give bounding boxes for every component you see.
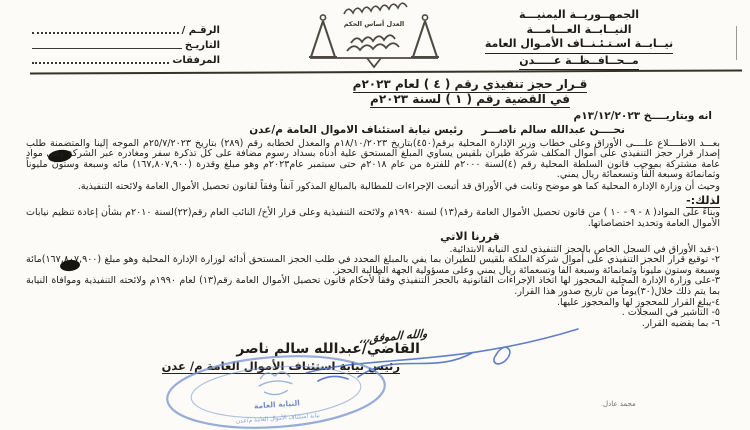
decision-item-6: ٦- بما يقضيه القرار. xyxy=(641,317,720,329)
emblem-motto: العدل أساس الحكم xyxy=(343,20,405,28)
issuer-role: رئيس نيابة استئناف الاموال العامة م/عدن xyxy=(249,123,464,136)
decision-item-5: ٥- التأشير في السجلات . xyxy=(621,307,720,319)
decision-items-heading: قررنا الاتي xyxy=(440,230,500,244)
decision-item-4: ٤-يبلغ القرار للمحجوز لها والمحجوز عليها. xyxy=(557,296,720,308)
decision-title xyxy=(280,77,660,107)
decision-item-2: ٢- توقيع قرار الحجز التنفيذي على أموال شركة الملكة بلقيس للطيران بما يفي بالمبلغ المحدد في طلب الحجز المستحق أدائه لوزارة الإدارة المحلية وهو مبلغ (١٦٧,٨٠٧,٩٠٠)مائة وسبعة وستون مليوناً وثمانمائة وسبعة آلفا وتسعمائة ريال يمني وعلى مسؤولية الجهة الطالبة الحجز. xyxy=(26,254,720,276)
closing-blessing: والله الموفق،،، xyxy=(358,326,429,347)
clerk-name: محمد عادل xyxy=(603,400,636,408)
stamp-text-sub: نيابة استئناف الأموال العامة م/عدن xyxy=(235,413,320,425)
therefore-heading: لذلك:- xyxy=(686,193,720,207)
number-field xyxy=(32,22,220,36)
stamp-text-main: النيابة العامة xyxy=(253,398,301,411)
legal-basis-paragraph: وبناءً على المواد( ٨ - ٩ - ١٠ ) من قانون تحصيل الأموال العامة رقم(١٣) لسنة ١٩٩٠م ولائحته التنفيذية وعلى قرار الأخ/ النائب العام رقم(٢٢)لسنة ٢٠١٠م بشأن إعادة تنظيم نيابات الأموال العامة وتحديد اختصاصاتها. xyxy=(26,206,721,229)
issuer-line xyxy=(26,125,625,137)
date-field xyxy=(32,37,220,51)
number-label: الرقـم / xyxy=(181,25,220,36)
department-name: نيــابــة اسـتـئـنــاف الأمـوال العامة xyxy=(485,37,673,54)
country-name: الجمهــوريــة اليمنيـــة xyxy=(518,8,640,21)
dotted-leader xyxy=(32,54,169,64)
preamble-paragraph-2: وحيث أن وزارة الإدارة المحلية كما هو موضح وثابت في الأوراق قد أتبعت الإجراءات للمطالبة بالمبالغ المذكور آنفاً وفقاً لقانون تحصيل الأموال العامة ولائحته التنفيذية. xyxy=(77,181,720,192)
dotted-leader xyxy=(32,24,179,34)
preamble-paragraph-1: بعـــد الاطــــلاع علــــى الأوراق وعلى خطاب وزير الإدارة المحلية برقم(٤٥٠)بتاريخ ١٨/١٠/٢٠٢٣م والمعدل لخطابه رقم (٢٨٩) بتاريخ ٢٥/٧/٢٠٢٣م الموجه إلينا والمتضمنة طلب إصدار قرار حجز التنفيذي على أموال المكلف شركة طيران بلقيس يساوي المبلغ المستحق علية أدناه بسداد رسوم مضافة على كل تذكرة سفر ومغادره عبر الشركة وهي مواد عامة مشتركة بموجب قانون السلطة المحلية رقم (٤)لسنة ٢٠٠٠م للفترة من عام ٢٠١٨م حتى سبتمبر عام٢٠٢٣م وهو مبلغ وقدرة (١٦٧,٨٠٧,٩٠٠) مائه وسبعة وستون مليوناً وثمانمائة وسبعة آلفاً وتسعمائة ريال يمني. xyxy=(26,137,721,181)
attachments-field xyxy=(32,52,220,66)
date-label: التاريـخ xyxy=(184,40,220,51)
governorate-name: مــحــافــظــة عـــــدن xyxy=(519,54,638,71)
decision-title-line2: في القضية رقم ( ١ ) لسنة ٢٠٢٣م xyxy=(370,92,570,106)
document-body xyxy=(26,77,720,330)
decision-item-1: ١-قيد الأوراق في السجل الخاص بالحجز التنفيذي لدى النيابة الابتدائية. xyxy=(449,243,720,255)
judge-name: القاضي/عبدالله سالم ناصر xyxy=(236,341,420,357)
judge-title: رئيس نيابة استئناف الأموال العامة م/ عدن xyxy=(161,359,400,373)
national-emblem-icon xyxy=(298,2,450,70)
decision-title-line1: قـرار حجز تنفيذي رقم ( ٤ ) لعام ٢٠٢٣م xyxy=(352,77,588,91)
org-name: النيــابــة العـــامـــة xyxy=(526,22,632,36)
registry-fields xyxy=(32,22,220,67)
header-divider xyxy=(30,69,742,74)
letterhead xyxy=(454,8,704,70)
decision-date-line: انه وبتاريــــخ ١٣/١٢/٢٠٢٣م xyxy=(573,110,712,122)
solid-leader xyxy=(32,40,182,49)
attachments-label: المرفقات xyxy=(172,55,220,66)
scan-artifact-line xyxy=(736,26,738,60)
decision-item-3: ٣-على وزارة الإدارة المحلية المحجوز لها اتخاذ الإجراءات القانونية بالحجز التنفيذي وفقاً لأحكام قانون تحصيل الأموال العامة رقم(١٣) لعام ١٩٩٠م ولائحته التنفيذية وموافاة النيابة بما يتم ذلك خلال(٣٠)يوماً من تاريخ صدور هذا القرار. xyxy=(26,275,721,297)
issuer-name: نحــــن عبدالله سالم ناصـــر xyxy=(481,123,625,136)
official-stamp-icon xyxy=(157,344,394,430)
